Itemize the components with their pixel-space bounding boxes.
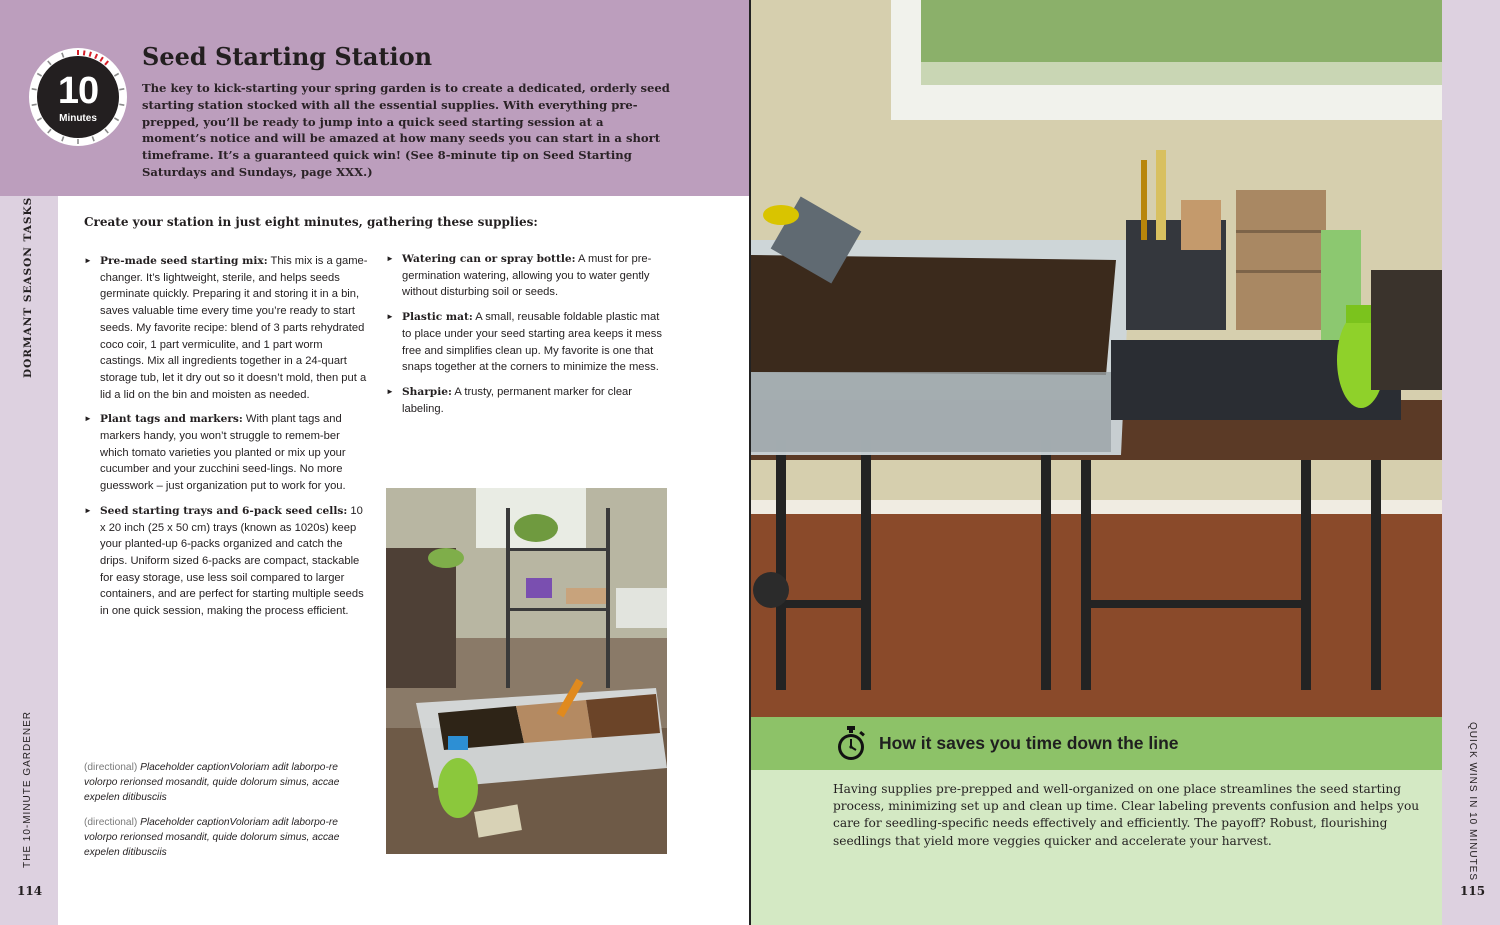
bullet-triangle-icon: ► — [84, 256, 92, 265]
supply-name: Plant tags and markers: — [100, 413, 243, 426]
section-sidebar-label: DORMANT SEASON TASKS — [22, 196, 34, 378]
timer-unit: Minutes — [59, 113, 97, 124]
seed-bin-illustration — [386, 488, 667, 854]
caption-directional: (directional) — [84, 817, 138, 828]
supply-name: Seed starting trays and 6-pack seed cells: — [100, 504, 348, 517]
seed-station-illustration — [751, 0, 1442, 717]
supply-description: With plant tags and markers handy, you won’t struggle to remem-ber which tomato varieties you planted or mix up your cucumber and your zucchini seed-lings. No more guesswork – just organization put to work for you. — [100, 413, 346, 493]
timer-badge — [28, 47, 128, 147]
list-item — [386, 384, 662, 417]
timer-number: 10 — [57, 70, 99, 112]
caption-text: Placeholder captionVoloriam adit laborpo-re volorpo rerionsed mosandit, quide dolorum simus, accae expelen ditibusciis — [84, 762, 340, 803]
list-item — [84, 503, 368, 620]
supply-description: A must for pre-germination watering, allowing you to water gently without disturbing soil or seeds. — [402, 253, 652, 299]
seed-bin-photo — [386, 488, 667, 854]
seed-station-photo — [751, 0, 1442, 717]
bullet-triangle-icon: ► — [386, 386, 394, 396]
page-title: Seed Starting Station — [142, 42, 433, 71]
supply-description: 10 x 20 inch (25 x 50 cm) trays (known as 1020s) keep your planted-up 6-packs organized and catch the drips. Uniform sized 6-packs are compact, stackable for easy storage, use less soil compared to larger containers, and are perfect for starting multiple seeds in one quick session, making the process efficient. — [100, 504, 364, 618]
saves-time-box — [751, 770, 1442, 925]
supply-name: Plastic mat: — [402, 311, 473, 324]
list-item — [386, 309, 662, 376]
caption-text: Placeholder captionVoloriam adit laborpo-re volorpo rerionsed mosandit, quide dolorum simus, accae expelen ditibusciis — [84, 817, 340, 858]
saves-time-text: Having supplies pre-prepped and well-organized on one place streamlines the seed starting process, minimizing set up and clean up time. Clear labeling prevents confusion and helps you care for seedling-specific needs effectively and efficiently. The payoff? Robust, flourishing seedlings that yield more veggies quicker and accelerate your harvest. — [833, 782, 1420, 848]
list-item — [84, 253, 368, 403]
list-item — [386, 251, 662, 301]
supply-list-column-1 — [84, 253, 368, 628]
photo-caption — [84, 760, 364, 805]
quick-wins-sidebar-label: QUICK WINS IN 10 MINUTES — [1467, 722, 1478, 882]
saves-time-title: How it saves you time down the line — [879, 733, 1179, 753]
supply-list-column-2 — [386, 251, 662, 425]
page-number-right: 115 — [1460, 884, 1486, 898]
supply-name: Pre-made seed starting mix: — [100, 255, 268, 267]
stopwatch-icon — [835, 726, 867, 762]
page-number-left: 114 — [17, 884, 43, 898]
bullet-triangle-icon: ► — [84, 505, 92, 515]
bullet-triangle-icon: ► — [386, 254, 394, 263]
caption-directional: (directional) — [84, 762, 138, 773]
supply-description: This mix is a game-changer. It’s lightweight, sterile, and helps seeds germinate quickly. Preparing it and storing it in a bin, saves valuable time every time you’re ready to start seeds. My favorite recipe: blend of 3 parts rehydrated coco coir, 1 part vermiculite, and 1 part worm castings. Mix all ingredients together in a 24-quart storage tub, let it dry out so it doesn’t mold, then put a lid a lid on the bin and moisten as needed. — [100, 255, 368, 401]
book-title-label: THE 10-MINUTE GARDENER — [22, 710, 33, 868]
supply-description: A trusty, permanent marker for clear labeling. — [402, 385, 633, 415]
right-page — [751, 0, 1500, 925]
supply-name: Sharpie: — [402, 385, 452, 398]
bullet-triangle-icon: ► — [386, 312, 394, 322]
supply-name: Watering can or spray bottle: — [402, 253, 576, 265]
supply-description: A small, reusable foldable plastic mat to place under your seed starting area keeps it mess free and simplifies clean up. My favorite is one that snaps together at the corners to minimize the mess. — [402, 311, 662, 374]
bullet-triangle-icon: ► — [84, 414, 92, 424]
page-header — [0, 0, 750, 196]
intro-paragraph: The key to kick-starting your spring garden is to create a dedicated, orderly seed starting station stocked with all the essential supplies. With everything pre-prepped, you’ll be ready to jump into a quick seed starting session at a moment’s notice and will be amazed at how many seeds you can start in a short timeframe. It’s a guaranteed quick win! (See 8-minute tip on Seed Starting Saturdays and Sundays, page XXX.) — [142, 81, 670, 179]
list-item — [84, 411, 368, 495]
saves-time-banner — [751, 717, 1442, 770]
supplies-heading: Create your station in just eight minutes, gathering these supplies: — [84, 215, 538, 229]
photo-caption — [84, 815, 364, 860]
